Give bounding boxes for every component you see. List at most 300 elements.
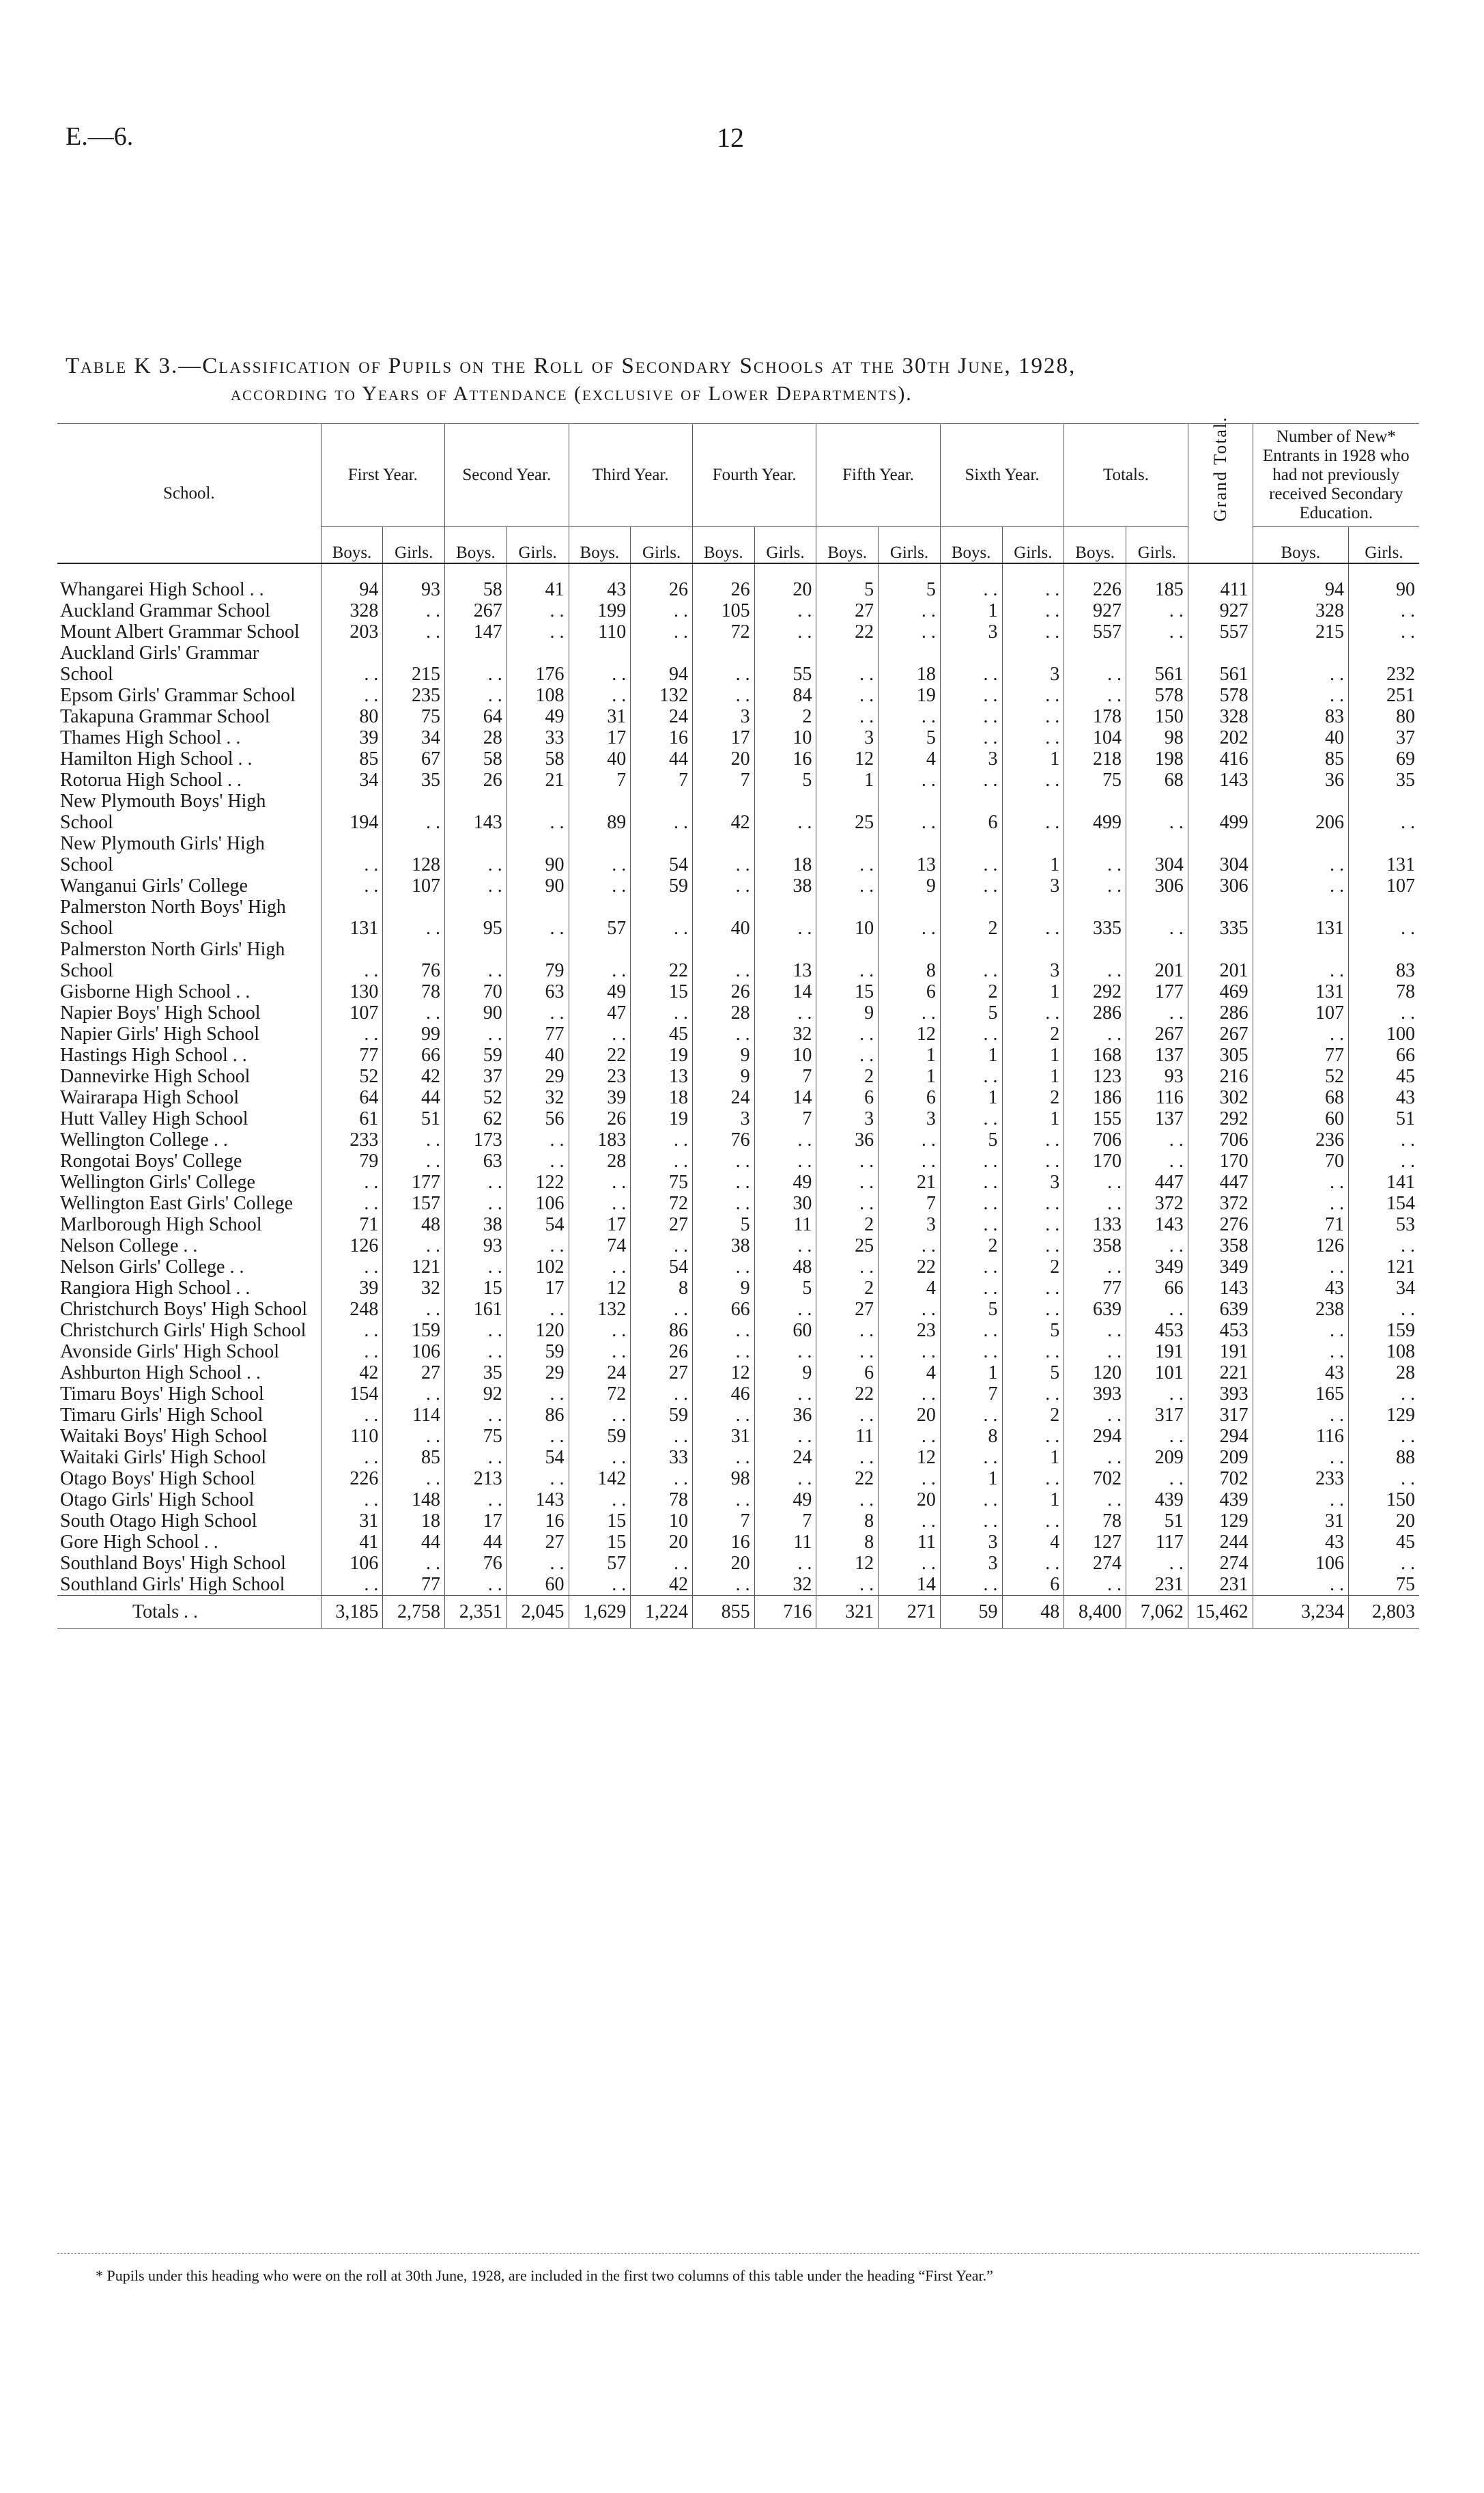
table-cell: 131: [321, 897, 383, 939]
table-cell: 274: [1064, 1553, 1126, 1574]
table-cell: 15,462: [1188, 1596, 1253, 1629]
table-cell: 11: [754, 1532, 816, 1553]
table-cell: 7: [754, 1108, 816, 1129]
table-cell: 107: [383, 875, 445, 897]
table-cell: 64: [445, 706, 507, 727]
table-row: [57, 600, 1419, 621]
table-cell: 36: [816, 1129, 879, 1151]
table-cell: . .: [631, 1553, 693, 1574]
table-cell: 5: [1002, 1362, 1064, 1383]
table-cell: 147: [445, 621, 507, 643]
table-cell: 578: [1188, 685, 1253, 706]
table-cell: 8: [816, 1510, 879, 1532]
table-row: [57, 875, 1419, 897]
table-cell: 36: [754, 1405, 816, 1426]
table-cell: . .: [1064, 1172, 1126, 1193]
table-cell: . .: [445, 939, 507, 981]
table-cell: 2,045: [506, 1596, 569, 1629]
table-cell: 7: [754, 1066, 816, 1087]
table-cell: 12: [816, 1553, 879, 1574]
table-cell: 27: [816, 600, 879, 621]
table-cell: . .: [816, 1574, 879, 1596]
table-cell: 201: [1188, 939, 1253, 981]
table-row: [57, 1151, 1419, 1172]
table-cell: 12: [879, 1447, 941, 1468]
table-cell: 3: [1002, 875, 1064, 897]
table-cell: 557: [1064, 621, 1126, 643]
table-cell: . .: [816, 833, 879, 875]
table-cell: 24: [631, 706, 693, 727]
table-cell: . .: [1064, 1341, 1126, 1362]
table-cell: . .: [1064, 1405, 1126, 1426]
table-cell: . .: [321, 1341, 383, 1362]
table-cell: 44: [383, 1532, 445, 1553]
table-cell: . .: [1348, 897, 1419, 939]
table-cell: 20: [692, 748, 754, 770]
table-cell: 499: [1064, 791, 1126, 833]
school-name: Auckland Grammar School: [60, 600, 270, 621]
table-cell: 22: [816, 621, 879, 643]
table-cell: . .: [383, 600, 445, 621]
table-cell: . .: [631, 1129, 693, 1151]
table-cell: 4: [1002, 1532, 1064, 1553]
table-cell: 3: [940, 621, 1002, 643]
table-cell: 157: [383, 1193, 445, 1214]
table-cell: . .: [692, 939, 754, 981]
table-cell: 34: [321, 770, 383, 791]
table-cell: . .: [816, 1024, 879, 1045]
table-cell: . .: [1126, 1426, 1188, 1447]
table-cell: 22: [816, 1468, 879, 1489]
table-cell: 23: [879, 1320, 941, 1341]
table-cell: 27: [631, 1214, 693, 1235]
table-cell: . .: [940, 1066, 1002, 1087]
table-row: [57, 1045, 1419, 1066]
table-cell: 69: [1348, 748, 1419, 770]
table-cell: . .: [1064, 939, 1126, 981]
table-cell: . .: [816, 875, 879, 897]
table-cell: 233: [1253, 1468, 1348, 1489]
table-cell: 244: [1188, 1532, 1253, 1553]
table-cell: 42: [321, 1362, 383, 1383]
table-row: [57, 1405, 1419, 1426]
table-cell: 24: [754, 1447, 816, 1468]
table-cell: 306: [1188, 875, 1253, 897]
table-cell: 4: [879, 1362, 941, 1383]
table-cell: . .: [879, 1151, 941, 1172]
table-cell: . .: [1126, 1299, 1188, 1320]
table-cell: 251: [1348, 685, 1419, 706]
table-cell: 79: [321, 1151, 383, 1172]
table-cell: 9: [692, 1045, 754, 1066]
table-cell: 19: [631, 1045, 693, 1066]
table-cell: . .: [1126, 600, 1188, 621]
table-cell: 1: [940, 1045, 1002, 1066]
table-row: [57, 1235, 1419, 1256]
table-cell: . .: [1064, 1447, 1126, 1468]
table-cell: 453: [1126, 1320, 1188, 1341]
table-cell: 93: [1126, 1066, 1188, 1087]
table-cell: 106: [1253, 1553, 1348, 1574]
table-cell: . .: [321, 1193, 383, 1214]
table-cell: . .: [1126, 621, 1188, 643]
table-cell: . .: [321, 1489, 383, 1510]
table-cell: 5: [940, 1002, 1002, 1024]
table-cell: 77: [321, 1045, 383, 1066]
table-cell: . .: [940, 563, 1002, 600]
table-row: [57, 1468, 1419, 1489]
page-reference: E.—6.: [66, 122, 134, 151]
girls-header: Girls.: [1002, 527, 1064, 564]
table-cell: 75: [445, 1426, 507, 1447]
table-cell: 8: [940, 1426, 1002, 1447]
table-cell: 23: [569, 1066, 631, 1087]
table-cell: 15: [569, 1532, 631, 1553]
table-cell: . .: [816, 1405, 879, 1426]
table-cell: 72: [569, 1383, 631, 1405]
table-cell: . .: [1253, 1489, 1348, 1510]
table-cell: 12: [692, 1362, 754, 1383]
table-cell: 231: [1188, 1574, 1253, 1596]
table-cell: 1: [1002, 833, 1064, 875]
table-cell: . .: [1064, 833, 1126, 875]
table-cell: . .: [1126, 791, 1188, 833]
table-cell: 44: [631, 748, 693, 770]
table-cell: . .: [383, 1299, 445, 1320]
table-cell: 75: [1064, 770, 1126, 791]
table-cell: . .: [569, 1024, 631, 1045]
table-cell: . .: [940, 939, 1002, 981]
table-cell: 39: [321, 1278, 383, 1299]
header-group-row: [57, 424, 1419, 527]
table-cell: . .: [569, 1341, 631, 1362]
table-body: [57, 563, 1419, 1629]
table-cell: . .: [506, 600, 569, 621]
table-cell: 1: [940, 1087, 1002, 1108]
table-row: [57, 939, 1419, 981]
table-cell: 54: [506, 1214, 569, 1235]
girls-header: Girls.: [754, 527, 816, 564]
table-cell: . .: [816, 1320, 879, 1341]
table-cell: 43: [1253, 1532, 1348, 1553]
table-cell: 54: [631, 1256, 693, 1278]
table-cell: 302: [1188, 1087, 1253, 1108]
table-cell: . .: [631, 897, 693, 939]
table-cell: . .: [569, 939, 631, 981]
table-cell: 71: [1253, 1214, 1348, 1235]
table-cell: 89: [569, 791, 631, 833]
table-cell: 52: [321, 1066, 383, 1087]
table-cell: . .: [1002, 1151, 1064, 1172]
table-cell: 15: [631, 981, 693, 1002]
table-cell: 248: [321, 1299, 383, 1320]
table-cell: . .: [445, 1574, 507, 1596]
table-cell: . .: [692, 1320, 754, 1341]
table-cell: 106: [321, 1553, 383, 1574]
school-name: Rotorua High School . .: [60, 770, 242, 791]
table-cell: . .: [569, 643, 631, 685]
table-cell: . .: [1002, 1510, 1064, 1532]
table-cell: 132: [569, 1299, 631, 1320]
table-cell: . .: [506, 1151, 569, 1172]
table-cell: 75: [383, 706, 445, 727]
table-cell: . .: [692, 833, 754, 875]
table-cell: 416: [1188, 748, 1253, 770]
table-cell: 90: [506, 875, 569, 897]
table-cell: . .: [1002, 1129, 1064, 1151]
table-cell: 7: [692, 770, 754, 791]
table-row: [57, 791, 1419, 833]
table-cell: 706: [1064, 1129, 1126, 1151]
table-cell: . .: [383, 1426, 445, 1447]
table-cell: 78: [383, 981, 445, 1002]
table-cell: 215: [1253, 621, 1348, 643]
table-cell: 3: [1002, 643, 1064, 685]
table-cell: . .: [1253, 1574, 1348, 1596]
table-cell: . .: [383, 1002, 445, 1024]
table-cell: 3,234: [1253, 1596, 1348, 1629]
table-cell: 8,400: [1064, 1596, 1126, 1629]
table-cell: 58: [445, 563, 507, 600]
table-row: [57, 1193, 1419, 1214]
table-cell: 77: [1253, 1045, 1348, 1066]
table-cell: 267: [445, 600, 507, 621]
table-cell: 26: [692, 563, 754, 600]
table-cell: . .: [383, 1553, 445, 1574]
table-cell: . .: [940, 1447, 1002, 1468]
table-cell: 38: [692, 1235, 754, 1256]
table-cell: 31: [569, 706, 631, 727]
table-cell: 80: [1348, 706, 1419, 727]
table-cell: . .: [940, 1214, 1002, 1235]
table-cell: 78: [631, 1489, 693, 1510]
table-cell: 62: [445, 1108, 507, 1129]
table-cell: 199: [569, 600, 631, 621]
table-cell: 17: [692, 727, 754, 748]
school-name: Thames High School . .: [60, 727, 241, 748]
boys-header: Boys.: [692, 527, 754, 564]
table-cell: 168: [1064, 1045, 1126, 1066]
table-cell: 2: [816, 1066, 879, 1087]
table-cell: . .: [692, 1024, 754, 1045]
table-cell: 30: [754, 1193, 816, 1214]
school-name: Gore High School . .: [60, 1532, 218, 1553]
table-cell: 66: [383, 1045, 445, 1066]
table-cell: . .: [445, 875, 507, 897]
table-cell: 48: [754, 1256, 816, 1278]
school-name: Palmerston North Girls' High School: [60, 939, 285, 981]
table-cell: . .: [816, 1151, 879, 1172]
table-cell: 19: [631, 1108, 693, 1129]
table-cell: 12: [816, 748, 879, 770]
table-cell: . .: [506, 1383, 569, 1405]
table-cell: 46: [692, 1383, 754, 1405]
table-cell: . .: [879, 897, 941, 939]
table-cell: . .: [1002, 1299, 1064, 1320]
table-cell: 9: [816, 1002, 879, 1024]
table-cell: 41: [506, 563, 569, 600]
table-cell: . .: [383, 1235, 445, 1256]
table-cell: 209: [1126, 1447, 1188, 1468]
table-cell: 6: [879, 981, 941, 1002]
table-cell: 6: [879, 1087, 941, 1108]
table-cell: . .: [321, 1405, 383, 1426]
table-cell: . .: [1253, 1256, 1348, 1278]
table-cell: 10: [631, 1510, 693, 1532]
table-cell: 159: [1348, 1320, 1419, 1341]
table-cell: 108: [506, 685, 569, 706]
table-cell: . .: [445, 833, 507, 875]
table-cell: 22: [879, 1256, 941, 1278]
table-cell: 90: [445, 1002, 507, 1024]
table-cell: 66: [1348, 1045, 1419, 1066]
table-cell: 68: [1253, 1087, 1348, 1108]
table-cell: 72: [692, 621, 754, 643]
table-cell: . .: [1348, 1426, 1419, 1447]
table-cell: 286: [1064, 1002, 1126, 1024]
table-cell: 1: [1002, 748, 1064, 770]
table-cell: . .: [506, 1553, 569, 1574]
table-cell: 1: [1002, 981, 1064, 1002]
table-cell: 271: [879, 1596, 941, 1629]
table-cell: . .: [631, 1002, 693, 1024]
table-cell: . .: [816, 1045, 879, 1066]
page-number: 12: [717, 122, 744, 153]
table-cell: 75: [1348, 1574, 1419, 1596]
table-cell: 37: [1348, 727, 1419, 748]
table-cell: 439: [1126, 1489, 1188, 1510]
table-cell: . .: [1253, 939, 1348, 981]
table-cell: 52: [1253, 1066, 1348, 1087]
table-cell: . .: [940, 1172, 1002, 1193]
girls-header: Girls.: [506, 527, 569, 564]
table-cell: 100: [1348, 1024, 1419, 1045]
table-cell: . .: [569, 875, 631, 897]
table-cell: . .: [631, 1299, 693, 1320]
table-cell: 60: [754, 1320, 816, 1341]
table-cell: 203: [321, 621, 383, 643]
table-cell: 68: [1126, 770, 1188, 791]
table-cell: 372: [1188, 1193, 1253, 1214]
table-cell: . .: [879, 1383, 941, 1405]
table-cell: 12: [879, 1024, 941, 1045]
table-cell: 66: [1126, 1278, 1188, 1299]
table-cell: . .: [1253, 1405, 1348, 1426]
table-cell: . .: [1002, 1278, 1064, 1299]
table-cell: . .: [1002, 1235, 1064, 1256]
table-cell: 2: [754, 706, 816, 727]
table-cell: . .: [445, 1489, 507, 1510]
school-name: Wairarapa High School: [60, 1087, 240, 1108]
table-cell: . .: [321, 685, 383, 706]
table-cell: . .: [445, 1256, 507, 1278]
table-cell: 31: [321, 1510, 383, 1532]
table-cell: 52: [445, 1087, 507, 1108]
table-cell: . .: [1126, 1468, 1188, 1489]
table-cell: . .: [940, 1489, 1002, 1510]
table-cell: 191: [1126, 1341, 1188, 1362]
table-cell: 328: [321, 600, 383, 621]
table-cell: 35: [383, 770, 445, 791]
footnote: * Pupils under this heading who were on the roll at 30th June, 1928, are included in the first two columns of this table under the heading “First Year.”: [96, 2267, 993, 2284]
table-cell: 27: [506, 1532, 569, 1553]
table-cell: 1: [1002, 1045, 1064, 1066]
table-cell: 21: [879, 1172, 941, 1193]
fifth-year-header: Fifth Year.: [816, 424, 940, 527]
table-cell: 59: [940, 1596, 1002, 1629]
table-cell: 17: [506, 1278, 569, 1299]
table-cell: . .: [1348, 1299, 1419, 1320]
table-cell: . .: [1064, 875, 1126, 897]
table-cell: . .: [816, 939, 879, 981]
table-cell: 106: [506, 1193, 569, 1214]
table-cell: 85: [383, 1447, 445, 1468]
table-row: [57, 1299, 1419, 1320]
school-name: Southland Boys' High School: [60, 1553, 286, 1574]
table-cell: 116: [1253, 1426, 1348, 1447]
table-cell: . .: [1253, 1024, 1348, 1045]
table-cell: 131: [1253, 897, 1348, 939]
table-cell: 26: [445, 770, 507, 791]
table-cell: 63: [506, 981, 569, 1002]
table-cell: 3: [692, 706, 754, 727]
table-cell: 411: [1188, 563, 1253, 600]
table-row: [57, 1087, 1419, 1108]
table-cell: 702: [1064, 1468, 1126, 1489]
school-name: Avonside Girls' High School: [60, 1341, 280, 1362]
table-cell: 15: [445, 1278, 507, 1299]
table-row: [57, 1383, 1419, 1405]
table-cell: 143: [445, 791, 507, 833]
table-cell: 3: [1002, 939, 1064, 981]
table-cell: . .: [940, 1256, 1002, 1278]
table-cell: . .: [692, 1172, 754, 1193]
table-cell: 137: [1126, 1045, 1188, 1066]
table-cell: 105: [692, 600, 754, 621]
table-cell: . .: [940, 770, 1002, 791]
table-cell: 17: [569, 1214, 631, 1235]
table-cell: 71: [321, 1214, 383, 1235]
table-cell: . .: [754, 1553, 816, 1574]
table-cell: . .: [940, 643, 1002, 685]
table-cell: 561: [1126, 643, 1188, 685]
table-cell: 321: [816, 1596, 879, 1629]
table-cell: 11: [754, 1214, 816, 1235]
table-cell: 59: [631, 875, 693, 897]
table-cell: 27: [631, 1362, 693, 1383]
table-cell: . .: [816, 685, 879, 706]
table-cell: 13: [631, 1066, 693, 1087]
table-cell: 185: [1126, 563, 1188, 600]
table-cell: . .: [879, 791, 941, 833]
table-cell: 45: [1348, 1066, 1419, 1087]
table-cell: 358: [1064, 1235, 1126, 1256]
table-cell: . .: [321, 1172, 383, 1193]
table-cell: . .: [1064, 1320, 1126, 1341]
table-cell: . .: [1002, 706, 1064, 727]
table-cell: 108: [1348, 1341, 1419, 1362]
table-cell: . .: [445, 1193, 507, 1214]
table-cell: . .: [754, 1468, 816, 1489]
table-cell: . .: [754, 1129, 816, 1151]
table-cell: . .: [506, 1129, 569, 1151]
table-cell: 76: [692, 1129, 754, 1151]
table-cell: 154: [1348, 1193, 1419, 1214]
table-cell: 9: [754, 1362, 816, 1383]
table-cell: 286: [1188, 1002, 1253, 1024]
table-cell: 5: [692, 1214, 754, 1235]
school-name: Mount Albert Grammar School: [60, 621, 300, 643]
